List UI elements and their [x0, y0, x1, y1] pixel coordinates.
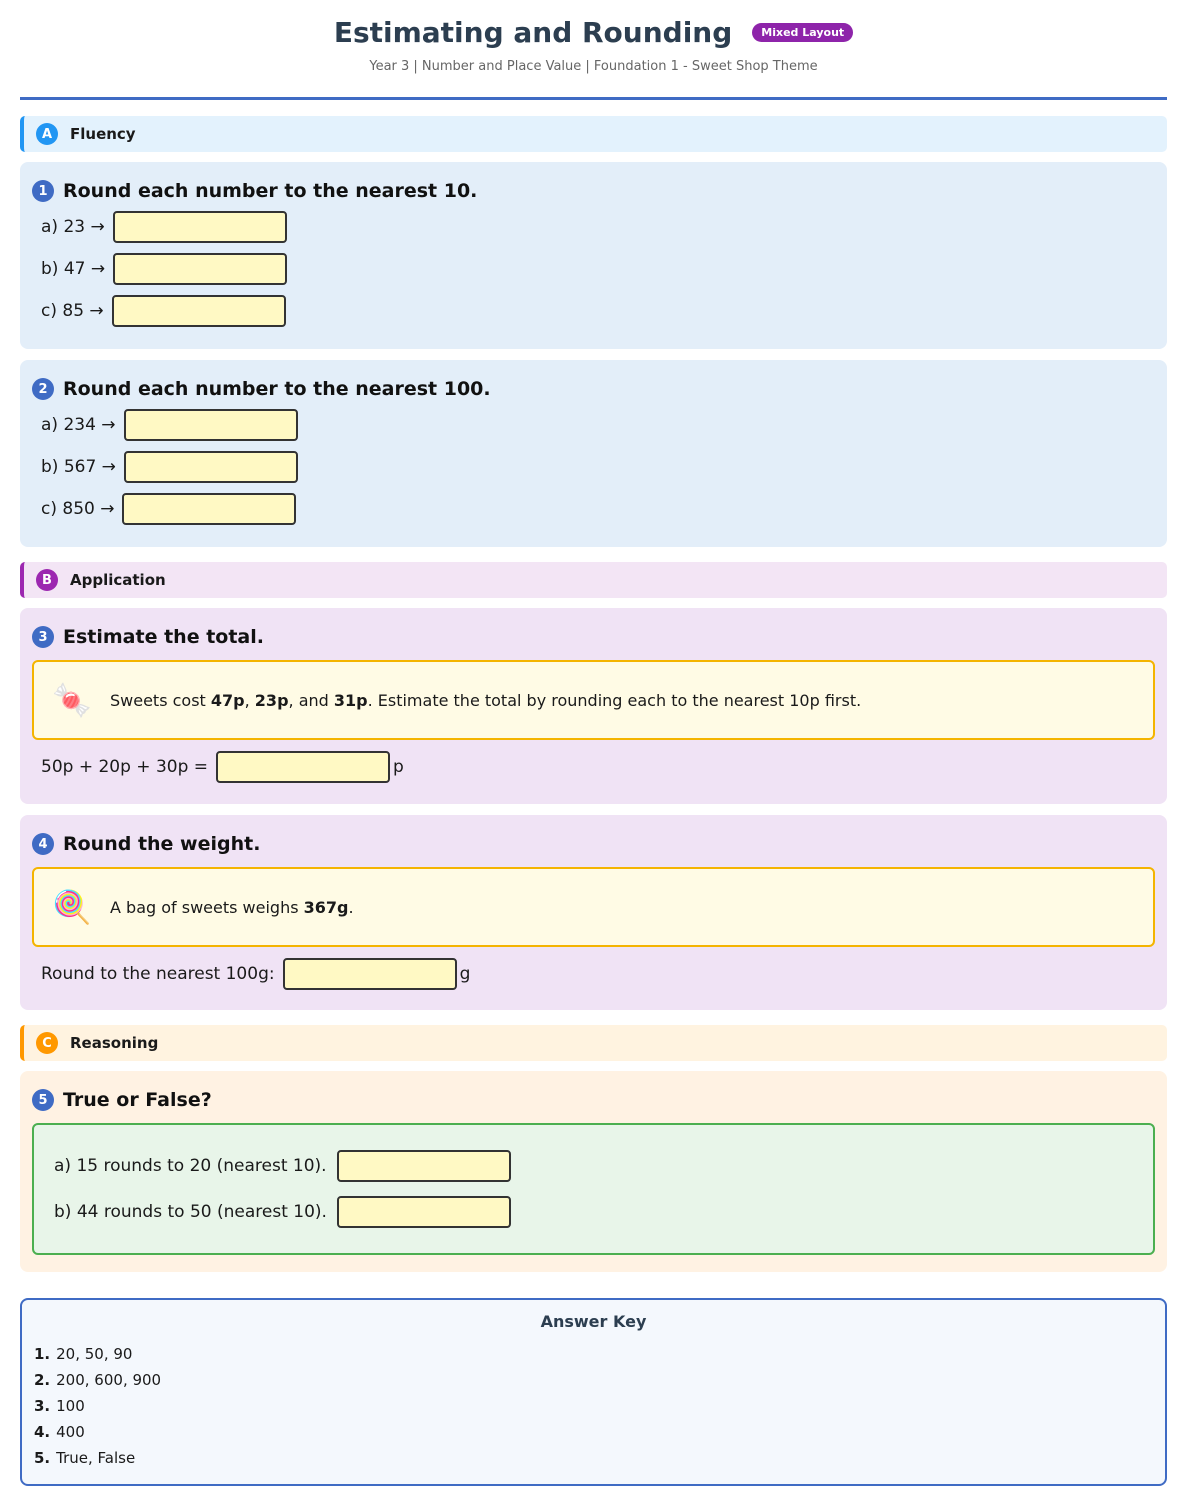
item-label: c) 850 → — [41, 499, 115, 519]
true-false-box — [32, 1123, 1155, 1255]
section-header-application — [20, 562, 1167, 598]
scenario-text: Sweets cost 47p, 23p, and 31p. Estimate the total by rounding each to the nearest 10p first. — [110, 690, 862, 710]
question-text: Round each number to the nearest 100. — [63, 378, 491, 400]
question-number: 5 — [32, 1089, 54, 1111]
question-item — [41, 488, 1155, 530]
answer-key-line: 1. 20, 50, 90 — [34, 1345, 133, 1363]
question-number: 3 — [32, 626, 54, 648]
question-text: Round each number to the nearest 10. — [63, 180, 478, 202]
candy-icon: 🍬 — [52, 681, 92, 719]
question-card-2 — [20, 360, 1167, 547]
question-title — [32, 378, 1155, 400]
answer-box[interactable] — [337, 1150, 511, 1182]
item-label: a) 15 rounds to 20 (nearest 10). — [54, 1156, 327, 1176]
answer-key-line: 5. True, False — [34, 1449, 136, 1467]
section-label: Application — [70, 571, 166, 589]
answer-key-line: 4. 400 — [34, 1423, 85, 1441]
item-label: b) 47 → — [41, 259, 106, 279]
question-title — [32, 1089, 1155, 1111]
question-number: 1 — [32, 180, 54, 202]
scenario-box — [32, 867, 1155, 947]
equation-row — [41, 746, 1155, 788]
answer-row — [41, 953, 1155, 995]
section-label: Fluency — [70, 125, 136, 143]
answer-box[interactable] — [124, 451, 298, 483]
page-title: Estimating and Rounding — [333, 16, 733, 49]
answer-box[interactable] — [124, 409, 298, 441]
question-number: 4 — [32, 833, 54, 855]
answer-key-line: 2. 200, 600, 900 — [34, 1371, 162, 1389]
answer-key-title: Answer Key — [540, 1312, 647, 1331]
question-card-4 — [20, 815, 1167, 1010]
equation-text: 50p + 20p + 30p = — [41, 757, 209, 777]
item-label: c) 85 → — [41, 301, 104, 321]
question-item — [41, 206, 1155, 248]
item-label: b) 44 rounds to 50 (nearest 10). — [54, 1202, 327, 1222]
answer-box[interactable] — [337, 1196, 511, 1228]
question-item — [54, 1143, 1133, 1189]
scenario-text: A bag of sweets weighs 367g. — [110, 897, 354, 917]
answer-key-line: 3. 100 — [34, 1397, 85, 1415]
lollipop-icon: 🍭 — [52, 888, 92, 926]
worksheet-header — [0, 0, 1187, 96]
question-title — [32, 626, 1155, 648]
question-number: 2 — [32, 378, 54, 400]
question-text: Round the weight. — [63, 833, 261, 855]
section-label: Reasoning — [70, 1034, 159, 1052]
header-divider — [20, 97, 1167, 100]
question-card-1 — [20, 162, 1167, 349]
answer-box[interactable] — [122, 493, 296, 525]
question-title — [32, 180, 1155, 202]
answer-key — [20, 1298, 1167, 1486]
section-header-fluency — [20, 116, 1167, 152]
layout-badge: Mixed Layout — [752, 23, 853, 42]
question-item — [41, 248, 1155, 290]
question-text: True or False? — [63, 1089, 212, 1111]
question-text: Estimate the total. — [63, 626, 264, 648]
unit-label: g — [459, 964, 471, 984]
question-item — [41, 404, 1155, 446]
section-letter-badge: C — [36, 1032, 58, 1054]
section-header-reasoning — [20, 1025, 1167, 1061]
answer-box[interactable] — [216, 751, 390, 783]
answer-box[interactable] — [113, 211, 287, 243]
question-item — [54, 1189, 1133, 1235]
scenario-box — [32, 660, 1155, 740]
question-title — [32, 833, 1155, 855]
answer-box[interactable] — [112, 295, 286, 327]
answer-box[interactable] — [113, 253, 287, 285]
item-label: b) 567 → — [41, 457, 116, 477]
item-label: a) 23 → — [41, 217, 105, 237]
prompt-text: Round to the nearest 100g: — [41, 964, 275, 984]
answer-box[interactable] — [283, 958, 457, 990]
question-item — [41, 446, 1155, 488]
question-card-3 — [20, 608, 1167, 804]
section-letter-badge: B — [36, 569, 58, 591]
question-card-5 — [20, 1071, 1167, 1272]
page-subtitle: Year 3 | Number and Place Value | Foundation 1 - Sweet Shop Theme — [369, 59, 818, 74]
section-letter-badge: A — [36, 123, 58, 145]
item-label: a) 234 → — [41, 415, 116, 435]
unit-label: p — [393, 757, 404, 777]
question-item — [41, 290, 1155, 332]
